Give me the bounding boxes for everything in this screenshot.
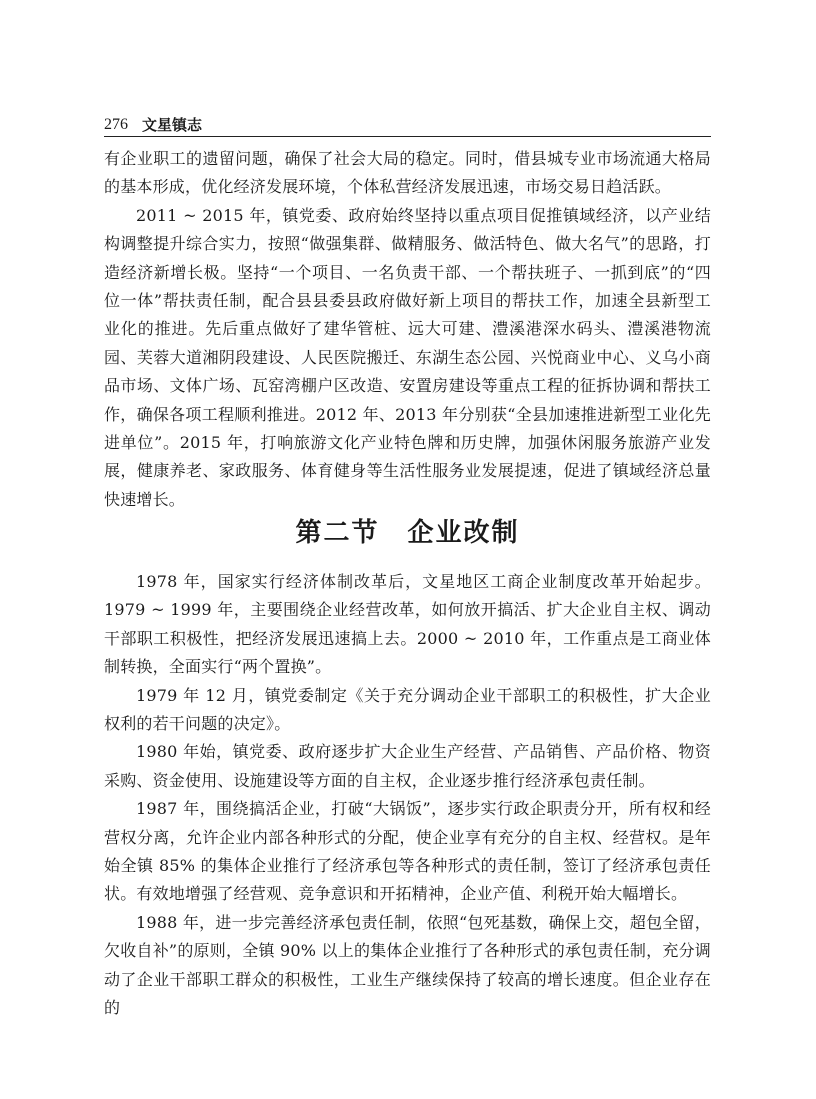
top-text-block bbox=[104, 145, 711, 514]
book-title: 文星镇志 bbox=[142, 116, 203, 134]
paragraph: 1979 年 12 月，镇党委制定《关于充分调动企业干部职工的积极性，扩大企业权利的若干问题的决定》。 bbox=[104, 685, 711, 734]
paragraph: 1978 年，国家实行经济体制改革后，文星地区工商企业制度改革开始起步。1979 ~ 1999 年，主要围绕企业经营改革，如何放开搞活、扩大企业自主权、调动干部职工积极性，把经济发展迅速搞上去。2000 ~ 2010 年，工作重点是工商业体制转换，全面实行“两个置换”。 bbox=[104, 572, 711, 677]
running-header bbox=[104, 113, 711, 135]
header-rule bbox=[104, 136, 711, 137]
section-title: 第二节 企业改制 bbox=[295, 518, 520, 548]
paragraph: 2011 ~ 2015 年，镇党委、政府始终坚持以重点项目促推镇域经济，以产业结构调整提升综合实力，按照“做强集群、做精服务、做活特色、做大名气”的思路，打造经济新增长极。坚持“一个项目、一名负责干部、一个帮扶班子、一抓到底”的“四位一体”帮扶责任制，配合县县委县政府做好新上项目的帮扶工作，加速全县新型工业化的推进。先后重点做好了建华管桩、远大可建、澧溪港深水码头、澧溪港物流园、芙蓉大道湘阴段建设、人民医院搬迁、东湖生态公园、兴悦商业中心、义乌小商品市场、文体广场、瓦窑湾棚户区改造、安置房建设等重点工程的征拆协调和帮扶工作，确保各项工程顺利推进。2012 年、2013 年分别获“全县加速推进新型工业化先进单位”。2015 年，打响旅游文化产业特色牌和历史牌，加强休闲服务旅游产业发展，健康养老、家政服务、体育健身等生活性服务业发展提速，促进了镇域经济总量快速增长。 bbox=[104, 205, 711, 509]
paragraph: 1988 年，进一步完善经济承包责任制，依照“包死基数，确保上交，超包全留，欠收自补”的原则，全镇 90% 以上的集体企业推行了各种形式的承包责任制，充分调动了企业干部职工群众的积极性，工业生产继续保持了较高的增长速度。但企业存在的 bbox=[104, 912, 711, 1018]
section-text-block bbox=[104, 568, 711, 1023]
paragraph: 有企业职工的遗留问题，确保了社会大局的稳定。同时，借县城专业市场流通大格局的基本形成，优化经济发展环境，个体私营经济发展迅速，市场交易日趋活跃。 bbox=[104, 149, 711, 197]
paragraph: 1987 年，围绕搞活企业，打破“大锅饭”，逐步实行政企职责分开，所有权和经营权分离，允许企业内部各种形式的分配，使企业享有充分的自主权、经营权。是年始全镇 85% 的集体企业推行了经济承包等各种形式的责任制，签订了经济承包责任状。有效地增强了经营观、竞争意识和开拓精神，企业产值、利税开始大幅增长。 bbox=[104, 799, 711, 904]
paragraph: 1980 年始，镇党委、政府逐步扩大企业生产经营、产品销售、产品价格、物资采购、资金使用、设施建设等方面的自主权，企业逐步推行经济承包责任制。 bbox=[104, 742, 711, 790]
page-number: 276 bbox=[104, 116, 128, 133]
